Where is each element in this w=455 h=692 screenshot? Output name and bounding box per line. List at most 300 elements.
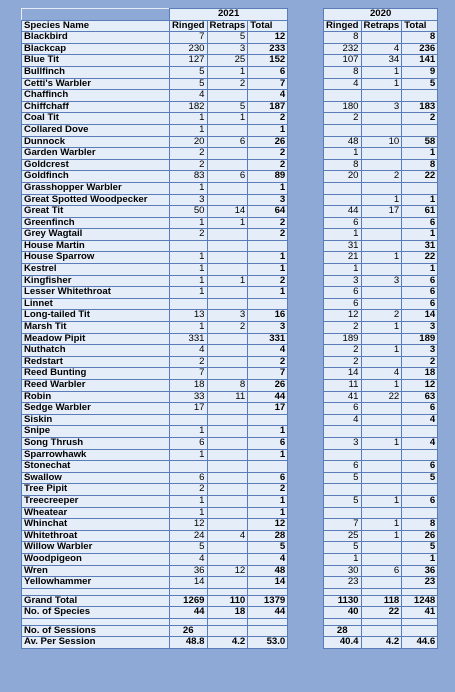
total-2020	[402, 90, 438, 102]
retraps-2020	[361, 298, 402, 310]
table-row	[324, 124, 438, 136]
table-row	[324, 449, 438, 461]
ringed-2021: 182	[170, 101, 208, 113]
table-row	[324, 264, 438, 276]
species-name: Goldfinch	[22, 171, 170, 183]
table-row	[22, 113, 288, 125]
total-2020: 14	[402, 310, 438, 322]
retraps-2020: 4	[361, 368, 402, 380]
spacer-row	[324, 588, 438, 595]
retraps-2020	[361, 449, 402, 461]
total-2021: 2	[248, 275, 288, 287]
species-name: Song Thrush	[22, 437, 170, 449]
spacer-row	[22, 618, 288, 625]
ringed-2021: 2	[170, 159, 208, 171]
table-row	[324, 90, 438, 102]
ringed-2020: 232	[324, 43, 362, 55]
grand-total-retraps-2020: 118	[361, 595, 402, 607]
species-name: Garden Warbler	[22, 148, 170, 160]
total-2020	[402, 507, 438, 519]
header-retraps: Retraps	[361, 20, 402, 32]
no-of-sessions-ringed-2020: 28	[324, 625, 362, 637]
no-of-species-retraps-2020: 22	[361, 607, 402, 619]
table-row	[324, 345, 438, 357]
ringed-2021: 1	[170, 217, 208, 229]
header-total: Total	[402, 20, 438, 32]
total-2021: 4	[248, 553, 288, 565]
header-ringed: Ringed	[324, 20, 362, 32]
table-row	[22, 380, 288, 392]
species-name: Cetti's Warbler	[22, 78, 170, 90]
table-row	[22, 345, 288, 357]
header-species: Species Name	[22, 20, 170, 32]
table-row	[324, 577, 438, 589]
spacer-cell	[402, 588, 438, 595]
table-row	[324, 380, 438, 392]
species-name: Chaffinch	[22, 90, 170, 102]
ringed-2020	[324, 507, 362, 519]
ringed-2020: 1	[324, 553, 362, 565]
ringed-2021: 1	[170, 287, 208, 299]
no-of-species-total-2021: 44	[248, 607, 288, 619]
table-row	[22, 90, 288, 102]
table-row	[324, 472, 438, 484]
year-row	[22, 9, 288, 21]
table-row	[22, 136, 288, 148]
ringed-2021: 20	[170, 136, 208, 148]
total-2020	[402, 426, 438, 438]
ringed-2021: 6	[170, 472, 208, 484]
retraps-2020: 1	[361, 66, 402, 78]
spacer-row	[324, 618, 438, 625]
table-row	[22, 287, 288, 299]
table-row	[324, 240, 438, 252]
ringed-2020	[324, 426, 362, 438]
spacer-cell	[402, 618, 438, 625]
species-name: Woodpigeon	[22, 553, 170, 565]
total-2020: 26	[402, 530, 438, 542]
total-2021: 2	[248, 113, 288, 125]
spacer-cell	[22, 618, 170, 625]
total-2020: 6	[402, 275, 438, 287]
table-row	[22, 124, 288, 136]
ringed-2021: 2	[170, 356, 208, 368]
spacer-cell	[248, 618, 288, 625]
species-name: Long-tailed Tit	[22, 310, 170, 322]
ringed-2020: 5	[324, 472, 362, 484]
species-name: Whitethroat	[22, 530, 170, 542]
total-2021	[248, 461, 288, 473]
table-row	[22, 229, 288, 241]
retraps-2021	[207, 182, 248, 194]
table-row	[22, 78, 288, 90]
ringed-2021: 4	[170, 90, 208, 102]
table-row	[324, 553, 438, 565]
table-row	[22, 252, 288, 264]
total-2021: 17	[248, 403, 288, 415]
spacer-cell	[22, 588, 170, 595]
total-2020: 5	[402, 542, 438, 554]
grand-total-ringed-2021: 1269	[170, 595, 208, 607]
ringed-2021: 1	[170, 264, 208, 276]
table-row	[22, 507, 288, 519]
retraps-2021	[207, 414, 248, 426]
year-label: 2020	[324, 9, 438, 21]
total-2020: 31	[402, 240, 438, 252]
ringed-2021: 331	[170, 333, 208, 345]
table-row	[324, 194, 438, 206]
total-2020: 1	[402, 148, 438, 160]
total-2021	[248, 414, 288, 426]
total-2021: 28	[248, 530, 288, 542]
table-row	[324, 495, 438, 507]
species-name: Bullfinch	[22, 66, 170, 78]
retraps-2020: 2	[361, 171, 402, 183]
species-name: Goldcrest	[22, 159, 170, 171]
retraps-2020	[361, 182, 402, 194]
ringed-2020: 4	[324, 414, 362, 426]
table-row	[22, 298, 288, 310]
table-row	[22, 182, 288, 194]
ringed-2021: 230	[170, 43, 208, 55]
species-name: Reed Bunting	[22, 368, 170, 380]
retraps-2020	[361, 113, 402, 125]
total-2021: 3	[248, 194, 288, 206]
ringed-2020: 7	[324, 519, 362, 531]
table-row	[324, 437, 438, 449]
total-2020: 4	[402, 414, 438, 426]
total-2020: 36	[402, 565, 438, 577]
total-2021: 6	[248, 437, 288, 449]
table-row	[324, 356, 438, 368]
retraps-2021	[207, 368, 248, 380]
ringed-2020: 2	[324, 113, 362, 125]
ringed-2021	[170, 414, 208, 426]
species-name: Tree Pipit	[22, 484, 170, 496]
species-name: Swallow	[22, 472, 170, 484]
table-row	[22, 217, 288, 229]
total-2020: 8	[402, 32, 438, 44]
retraps-2021	[207, 577, 248, 589]
species-name: Grasshopper Warbler	[22, 182, 170, 194]
retraps-2021	[207, 333, 248, 345]
ringed-2020: 6	[324, 461, 362, 473]
total-2020: 236	[402, 43, 438, 55]
table-row	[324, 182, 438, 194]
table-row	[324, 530, 438, 542]
ringed-2021: 5	[170, 66, 208, 78]
av-per-session-row	[324, 637, 438, 649]
total-2021: 16	[248, 310, 288, 322]
table-row	[22, 472, 288, 484]
table-row	[324, 414, 438, 426]
species-name: Siskin	[22, 414, 170, 426]
ringed-2021: 17	[170, 403, 208, 415]
no-of-sessions-retraps-2021	[207, 625, 248, 637]
species-name: Stonechat	[22, 461, 170, 473]
ringed-2021: 5	[170, 542, 208, 554]
table-row	[22, 530, 288, 542]
retraps-2020	[361, 577, 402, 589]
total-2021: 1	[248, 182, 288, 194]
species-name: Kingfisher	[22, 275, 170, 287]
table-row	[324, 229, 438, 241]
av-per-session-retraps-2020: 4.2	[361, 637, 402, 649]
retraps-2020	[361, 32, 402, 44]
ringed-2021	[170, 240, 208, 252]
ringed-2020: 6	[324, 298, 362, 310]
ringed-2020: 8	[324, 32, 362, 44]
total-2020	[402, 449, 438, 461]
retraps-2020	[361, 333, 402, 345]
retraps-2021	[207, 148, 248, 160]
total-2020: 1	[402, 553, 438, 565]
year-row	[324, 9, 438, 21]
total-2020: 18	[402, 368, 438, 380]
total-2021	[248, 298, 288, 310]
ringed-2021: 1	[170, 426, 208, 438]
total-2021: 2	[248, 356, 288, 368]
ringed-2020: 11	[324, 380, 362, 392]
spacer-cell	[207, 618, 248, 625]
retraps-2020	[361, 264, 402, 276]
table-row	[22, 461, 288, 473]
retraps-2021	[207, 495, 248, 507]
no-of-sessions-ringed-2021: 26	[170, 625, 208, 637]
table-row	[22, 264, 288, 276]
total-2021: 4	[248, 345, 288, 357]
ringed-2021: 12	[170, 519, 208, 531]
spacer-cell	[248, 588, 288, 595]
no-of-sessions-retraps-2020	[361, 625, 402, 637]
retraps-2020: 2	[361, 310, 402, 322]
ringed-2020: 4	[324, 78, 362, 90]
table-row	[324, 368, 438, 380]
total-2020: 1	[402, 229, 438, 241]
table-row	[22, 368, 288, 380]
table-row	[22, 553, 288, 565]
table-row	[22, 159, 288, 171]
species-name: Dunnock	[22, 136, 170, 148]
table-row	[324, 565, 438, 577]
ringed-2020: 8	[324, 159, 362, 171]
retraps-2021: 6	[207, 171, 248, 183]
ringed-2020: 6	[324, 287, 362, 299]
retraps-2020	[361, 356, 402, 368]
species-name: Snipe	[22, 426, 170, 438]
retraps-2021	[207, 519, 248, 531]
species-name: Linnet	[22, 298, 170, 310]
table-row	[22, 577, 288, 589]
table-row	[324, 148, 438, 160]
ringed-2021	[170, 461, 208, 473]
total-2021: 2	[248, 484, 288, 496]
spacer-cell	[324, 588, 362, 595]
table-row	[22, 356, 288, 368]
retraps-2020	[361, 124, 402, 136]
table-row	[324, 507, 438, 519]
table-row	[324, 136, 438, 148]
ringed-2020: 3	[324, 275, 362, 287]
table-row	[22, 66, 288, 78]
table-row	[22, 484, 288, 496]
species-name: House Martin	[22, 240, 170, 252]
table-row	[324, 391, 438, 403]
total-2021: 1	[248, 507, 288, 519]
ringed-2021: 50	[170, 206, 208, 218]
ringed-2021: 7	[170, 32, 208, 44]
av-per-session-total-2020: 44.6	[402, 637, 438, 649]
total-2021: 152	[248, 55, 288, 67]
species-name: Lesser Whitethroat	[22, 287, 170, 299]
table-row	[22, 414, 288, 426]
av-per-session-ringed-2020: 40.4	[324, 637, 362, 649]
ringed-2020: 2	[324, 345, 362, 357]
table-row	[324, 171, 438, 183]
year-spacer	[22, 9, 170, 21]
retraps-2020	[361, 148, 402, 160]
retraps-2020: 1	[361, 194, 402, 206]
total-2020: 2	[402, 356, 438, 368]
total-2020: 58	[402, 136, 438, 148]
ringed-2020: 1	[324, 264, 362, 276]
header-ringed: Ringed	[170, 20, 208, 32]
total-2020: 12	[402, 380, 438, 392]
retraps-2020	[361, 217, 402, 229]
retraps-2020: 1	[361, 519, 402, 531]
species-name: Yellowhammer	[22, 577, 170, 589]
retraps-2020	[361, 507, 402, 519]
ringed-2021: 33	[170, 391, 208, 403]
ringed-2021: 14	[170, 577, 208, 589]
retraps-2020: 1	[361, 78, 402, 90]
total-2021: 1	[248, 124, 288, 136]
total-2021: 2	[248, 229, 288, 241]
species-name: Blackcap	[22, 43, 170, 55]
ringed-2020: 12	[324, 310, 362, 322]
retraps-2020	[361, 461, 402, 473]
no-of-sessions-row	[324, 625, 438, 637]
total-2020: 141	[402, 55, 438, 67]
retraps-2020	[361, 426, 402, 438]
total-2021: 14	[248, 577, 288, 589]
retraps-2021	[207, 426, 248, 438]
retraps-2021	[207, 542, 248, 554]
species-name: Blackbird	[22, 32, 170, 44]
total-2020: 6	[402, 217, 438, 229]
retraps-2020: 1	[361, 322, 402, 334]
ringed-2021: 6	[170, 437, 208, 449]
total-2020: 5	[402, 472, 438, 484]
species-name: Great Spotted Woodpecker	[22, 194, 170, 206]
ringed-2021: 1	[170, 322, 208, 334]
table-row	[324, 55, 438, 67]
retraps-2020: 22	[361, 391, 402, 403]
table-row	[22, 240, 288, 252]
table-row	[324, 275, 438, 287]
ringed-2021: 5	[170, 78, 208, 90]
retraps-2020	[361, 542, 402, 554]
retraps-2021	[207, 403, 248, 415]
no-of-sessions-total-2021	[248, 625, 288, 637]
ringed-2020	[324, 124, 362, 136]
species-name: Marsh Tit	[22, 322, 170, 334]
retraps-2020	[361, 472, 402, 484]
retraps-2021: 5	[207, 32, 248, 44]
ringed-2021: 1	[170, 275, 208, 287]
table-row	[22, 275, 288, 287]
table-row	[324, 333, 438, 345]
retraps-2020: 1	[361, 530, 402, 542]
retraps-2020: 1	[361, 380, 402, 392]
retraps-2020: 3	[361, 275, 402, 287]
table-row	[22, 194, 288, 206]
species-name: Willow Warbler	[22, 542, 170, 554]
retraps-2021	[207, 449, 248, 461]
retraps-2021: 3	[207, 310, 248, 322]
retraps-2021: 3	[207, 43, 248, 55]
ringed-2021: 13	[170, 310, 208, 322]
total-2021: 48	[248, 565, 288, 577]
no-of-species-label: No. of Species	[22, 607, 170, 619]
ringed-2020: 1	[324, 229, 362, 241]
ringed-2020	[324, 182, 362, 194]
av-per-session-total-2021: 53.0	[248, 637, 288, 649]
retraps-2021	[207, 461, 248, 473]
table-row	[324, 43, 438, 55]
ringed-2020: 6	[324, 217, 362, 229]
species-name: Redstart	[22, 356, 170, 368]
retraps-2021	[207, 90, 248, 102]
total-2021: 1	[248, 449, 288, 461]
retraps-2021: 1	[207, 275, 248, 287]
table-2021	[21, 8, 288, 649]
no-of-species-retraps-2021: 18	[207, 607, 248, 619]
table-row	[324, 206, 438, 218]
total-2020: 3	[402, 345, 438, 357]
ringed-2020: 2	[324, 322, 362, 334]
ringed-2020: 25	[324, 530, 362, 542]
no-of-species-total-2020: 41	[402, 607, 438, 619]
ringed-2021: 1	[170, 113, 208, 125]
table-row	[324, 252, 438, 264]
species-name: House Sparrow	[22, 252, 170, 264]
ringed-2020: 3	[324, 437, 362, 449]
ringed-2020: 107	[324, 55, 362, 67]
retraps-2021	[207, 264, 248, 276]
ringed-2020: 1	[324, 148, 362, 160]
table-row	[324, 113, 438, 125]
table-row	[324, 159, 438, 171]
total-2020: 3	[402, 322, 438, 334]
total-2021: 2	[248, 217, 288, 229]
total-2020: 8	[402, 519, 438, 531]
retraps-2020: 17	[361, 206, 402, 218]
table-row	[324, 310, 438, 322]
spacer-cell	[170, 618, 208, 625]
retraps-2021	[207, 484, 248, 496]
total-2020: 4	[402, 437, 438, 449]
table-row	[22, 437, 288, 449]
retraps-2021: 1	[207, 217, 248, 229]
retraps-2020: 1	[361, 252, 402, 264]
table-row	[324, 32, 438, 44]
species-name: Coal Tit	[22, 113, 170, 125]
ringed-2021: 18	[170, 380, 208, 392]
ringed-2021: 1	[170, 449, 208, 461]
ringed-2021: 2	[170, 484, 208, 496]
ringed-2020: 2	[324, 356, 362, 368]
